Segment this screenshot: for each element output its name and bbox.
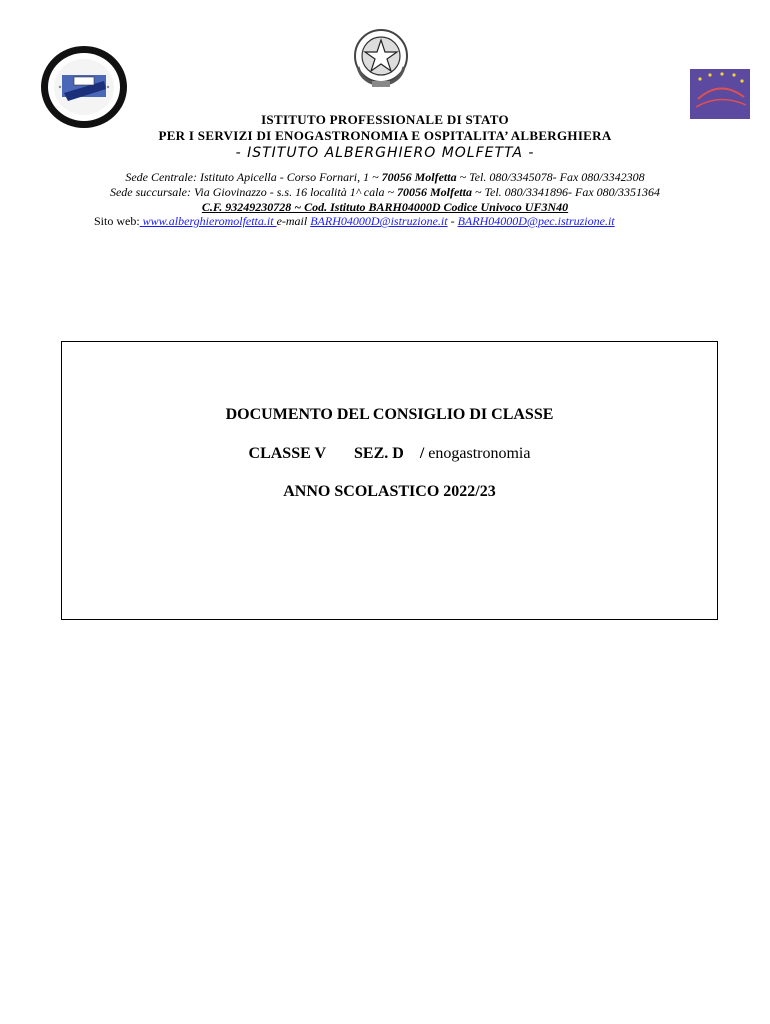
italian-republic-emblem <box>352 27 410 89</box>
email-link[interactable]: BARH04000D@istruzione.it <box>310 214 448 228</box>
school-name: - ISTITUTO ALBERGHIERO MOLFETTA - <box>235 145 535 161</box>
website-link[interactable]: www.alberghieromolfetta.it <box>139 214 277 228</box>
fiscal-codes: C.F. 93249230728 ~ Cod. Istituto BARH04000D Codice Univoco UF3N40 <box>201 200 569 214</box>
separator: - <box>447 214 458 228</box>
slash: / <box>419 445 425 462</box>
document-title: DOCUMENTO DEL CONSIGLIO DI CLASSE <box>225 406 554 423</box>
school-year: ANNO SCOLASTICO 2022/23 <box>283 483 496 500</box>
school-type: ISTITUTO PROFESSIONALE DI STATO <box>261 112 509 127</box>
sede-succursale: Sede succursale: Via Giovinazzo - s.s. 16 località 1^ cala ~ 70056 Molfetta ~ Tel. 080/3341896- Fax 080/3351364 <box>109 185 660 199</box>
web-label: Sito web: <box>94 214 140 228</box>
section-label: SEZ. D <box>354 445 404 462</box>
course-label: enogastronomia <box>424 445 531 462</box>
class-label: CLASSE V <box>248 445 327 462</box>
document-title-box <box>61 341 718 620</box>
pec-email-link[interactable]: BARH04000D@pec.istruzione.it <box>457 214 615 228</box>
sede-centrale: Sede Centrale: Istituto Apicella - Corso Fornari, 1 ~ 70056 Molfetta ~ Tel. 080/3345078- Fax 080/3342308 <box>125 170 645 184</box>
class-line <box>62 445 717 463</box>
school-services: PER I SERVIZI DI ENOGASTRONOMIA E OSPITALITA’ ALBERGHIERA <box>158 128 612 143</box>
email-label: e-mail <box>276 214 311 228</box>
contacts-line <box>94 214 615 229</box>
